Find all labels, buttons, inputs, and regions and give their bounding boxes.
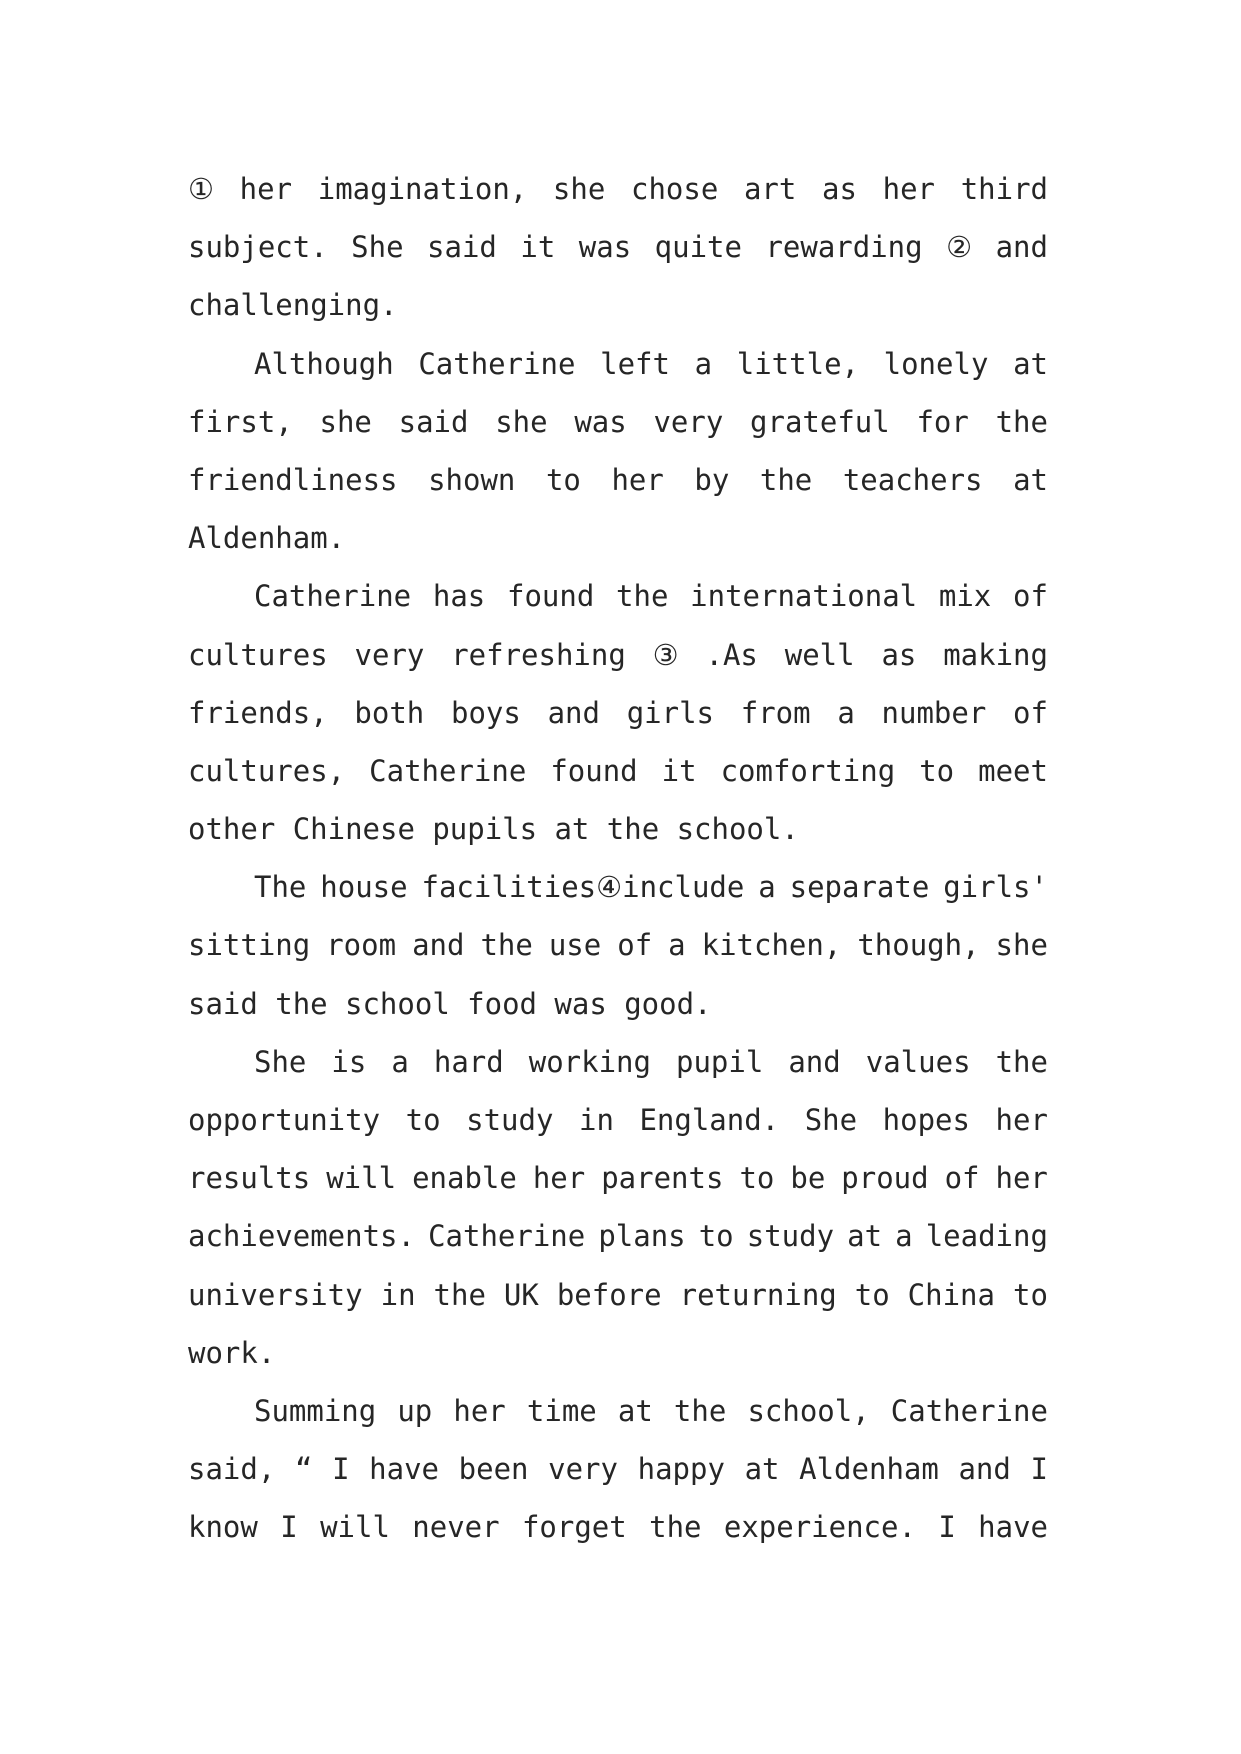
word: the	[433, 1277, 486, 1312]
word: grateful	[750, 404, 890, 439]
word: found	[550, 753, 638, 788]
word: Catherine	[418, 346, 576, 381]
word: to	[405, 1103, 441, 1137]
word: lonely	[883, 346, 989, 381]
word: it	[520, 230, 556, 265]
word: it	[661, 753, 697, 788]
word: to	[545, 462, 581, 497]
word: pupils	[432, 812, 538, 847]
word: to	[739, 1161, 775, 1196]
word: a	[837, 695, 855, 730]
word: I	[280, 1510, 298, 1545]
word: been	[458, 1452, 529, 1487]
word: refreshing	[451, 637, 626, 672]
word: The	[254, 870, 307, 905]
word: ③	[652, 637, 679, 672]
text-line	[188, 1091, 1048, 1149]
word: from	[740, 695, 811, 730]
word: She	[351, 230, 404, 265]
word: Catherine	[254, 579, 412, 614]
word: by	[694, 462, 730, 497]
word: the	[673, 1393, 727, 1428]
text-line	[188, 916, 1048, 974]
word: other	[188, 812, 276, 847]
word: a	[391, 1044, 409, 1079]
paragraph-first-line	[188, 335, 1048, 393]
word: university	[188, 1277, 363, 1312]
word: results	[188, 1161, 311, 1196]
word: sitting	[188, 928, 311, 963]
word: challenging.	[188, 288, 398, 323]
word: in	[380, 1277, 416, 1312]
word: and	[995, 230, 1048, 265]
word: England.	[639, 1103, 780, 1137]
text-line	[188, 975, 1048, 1033]
text-line	[188, 1324, 1048, 1382]
word: enable	[412, 1161, 517, 1196]
word: and	[788, 1044, 841, 1079]
word: to	[854, 1277, 890, 1312]
word: kitchen,	[701, 928, 842, 963]
word: house	[320, 870, 408, 905]
paragraph-first-line	[188, 1033, 1048, 1091]
word: number	[881, 695, 987, 730]
text-line	[188, 684, 1048, 742]
word: achievements.	[188, 1219, 415, 1254]
word: international	[690, 579, 918, 614]
word: have	[978, 1510, 1048, 1545]
text-line	[188, 1498, 1048, 1556]
word: she	[995, 928, 1048, 963]
word: I	[938, 1510, 956, 1545]
word: Aldenham	[799, 1452, 939, 1487]
word: said	[427, 230, 497, 265]
word: girls'	[943, 870, 1048, 905]
word: good.	[624, 986, 712, 1021]
word: making	[943, 637, 1048, 672]
word: her	[239, 172, 293, 206]
word: left	[600, 346, 670, 381]
word: as	[822, 172, 857, 206]
word: never	[412, 1510, 500, 1545]
word: I	[332, 1452, 350, 1487]
paragraph-first-line	[188, 858, 1048, 916]
word: Summing	[254, 1393, 377, 1428]
word: the	[616, 579, 669, 614]
text-line	[188, 160, 1048, 218]
word: study	[746, 1219, 835, 1254]
word: returning	[679, 1277, 837, 1312]
article-body	[188, 160, 1048, 1557]
word: said	[188, 986, 258, 1021]
text-line	[188, 742, 1048, 800]
word: for	[916, 404, 969, 439]
word: ②	[946, 230, 973, 265]
word: meet	[978, 753, 1048, 788]
word: her	[611, 462, 664, 497]
word: at	[1013, 346, 1048, 381]
word: both	[354, 695, 425, 730]
text-line	[188, 1149, 1048, 1207]
word: a	[895, 1219, 913, 1254]
word: Chinese	[292, 812, 415, 847]
word: separate	[789, 870, 930, 905]
word: to	[1012, 1277, 1048, 1312]
word: a	[668, 928, 686, 963]
word: comforting	[720, 753, 896, 788]
paragraph-first-line	[188, 567, 1048, 625]
word: will	[320, 1510, 390, 1545]
word: a	[694, 346, 713, 381]
text-line	[188, 1440, 1048, 1498]
word: said,	[188, 1452, 276, 1487]
paragraph-first-line	[188, 1382, 1048, 1440]
word: at	[847, 1219, 883, 1254]
text-line	[188, 393, 1048, 451]
word: of	[944, 1161, 980, 1196]
word: at	[744, 1452, 780, 1487]
word: school,	[747, 1393, 870, 1428]
word: before	[556, 1277, 662, 1312]
word: to	[919, 753, 955, 788]
word: the	[606, 812, 660, 847]
word: facilities④include	[421, 870, 745, 905]
word: teachers	[842, 462, 983, 497]
text-line	[188, 800, 1048, 858]
word: has	[432, 579, 486, 614]
word: will	[326, 1161, 397, 1196]
word: have	[369, 1452, 440, 1487]
word: work.	[188, 1335, 276, 1370]
word: plans	[598, 1219, 686, 1254]
word: she	[552, 172, 606, 206]
word: study	[466, 1103, 554, 1137]
word: use	[548, 928, 602, 963]
word: was	[578, 230, 632, 265]
word: was	[574, 404, 627, 439]
word: forget	[521, 1510, 627, 1545]
word: her	[453, 1393, 506, 1428]
text-line	[188, 276, 1048, 334]
word: first,	[188, 404, 293, 439]
word: rewarding	[765, 230, 923, 265]
word: friendliness	[188, 462, 398, 497]
word: Catherine	[369, 753, 527, 788]
word: be	[790, 1161, 826, 1196]
word: shown	[428, 462, 516, 497]
word: working	[528, 1044, 651, 1079]
word: parents	[601, 1161, 724, 1196]
word: the	[275, 986, 328, 1021]
word: and	[547, 695, 600, 730]
word: school.	[676, 812, 799, 847]
word: said	[398, 404, 469, 439]
word: school	[345, 986, 450, 1021]
word: Catherine	[890, 1393, 1048, 1428]
text-line	[188, 1266, 1048, 1324]
word: she	[495, 404, 548, 439]
word: imagination,	[317, 172, 528, 206]
word: art	[743, 172, 797, 206]
word: to	[698, 1219, 734, 1254]
word: leading	[925, 1219, 1048, 1254]
word: her	[995, 1161, 1048, 1196]
word: very	[354, 637, 425, 672]
word: the	[759, 462, 813, 497]
word: though,	[857, 928, 980, 963]
word: her	[995, 1103, 1048, 1137]
word: boys	[451, 695, 521, 730]
word: UK	[503, 1277, 539, 1312]
word: know	[188, 1510, 258, 1545]
word: experience.	[723, 1510, 916, 1545]
word: She	[804, 1103, 858, 1137]
word: She	[254, 1044, 307, 1079]
word: third	[960, 172, 1048, 206]
word: cultures,	[188, 753, 346, 788]
word: of	[617, 928, 653, 963]
word: little,	[736, 346, 859, 381]
word: in	[578, 1103, 614, 1137]
word: the	[480, 928, 533, 963]
word: very	[653, 404, 724, 439]
word: girls	[626, 695, 715, 730]
word: proud	[841, 1161, 929, 1196]
word: at	[554, 812, 590, 847]
word: at	[1013, 462, 1048, 497]
word: “	[294, 1452, 313, 1487]
text-line	[188, 509, 1048, 567]
word: the	[649, 1510, 702, 1545]
word: her	[882, 172, 936, 206]
word: room	[326, 928, 397, 963]
word: of	[1013, 695, 1048, 730]
word: her	[532, 1161, 586, 1196]
word: was	[554, 986, 607, 1021]
text-line	[188, 626, 1048, 684]
word: of	[1013, 579, 1048, 614]
word: friends,	[188, 695, 328, 730]
word: at	[617, 1393, 653, 1428]
word: opportunity	[188, 1103, 381, 1137]
word: a	[758, 870, 776, 905]
word: up	[397, 1393, 433, 1428]
word: values	[865, 1044, 971, 1079]
word: happy	[637, 1452, 725, 1487]
word: I	[1030, 1452, 1048, 1487]
word: .As	[705, 637, 758, 672]
word: subject.	[188, 230, 328, 265]
word: Catherine	[428, 1219, 586, 1254]
word: mix	[938, 579, 992, 614]
word: pupil	[676, 1044, 764, 1079]
word: food	[467, 986, 538, 1021]
word: hopes	[882, 1103, 970, 1137]
text-line	[188, 451, 1048, 509]
word: Aldenham.	[188, 521, 346, 556]
word: and	[958, 1452, 1011, 1487]
word: well	[784, 637, 855, 672]
word: China	[907, 1277, 995, 1312]
word: quite	[654, 230, 742, 265]
word: very	[548, 1452, 618, 1487]
word: as	[881, 637, 917, 672]
word: Although	[254, 346, 394, 381]
word: and	[412, 928, 465, 963]
word: found	[507, 579, 595, 614]
word: the	[995, 1044, 1048, 1079]
word: cultures	[188, 637, 328, 672]
word: ①	[188, 172, 214, 206]
word: hard	[433, 1044, 504, 1079]
word: she	[319, 404, 372, 439]
word: is	[331, 1044, 367, 1079]
text-line	[188, 1207, 1048, 1265]
word: chose	[630, 172, 719, 206]
word: the	[995, 404, 1048, 439]
word: time	[526, 1393, 597, 1428]
text-line	[188, 218, 1048, 276]
